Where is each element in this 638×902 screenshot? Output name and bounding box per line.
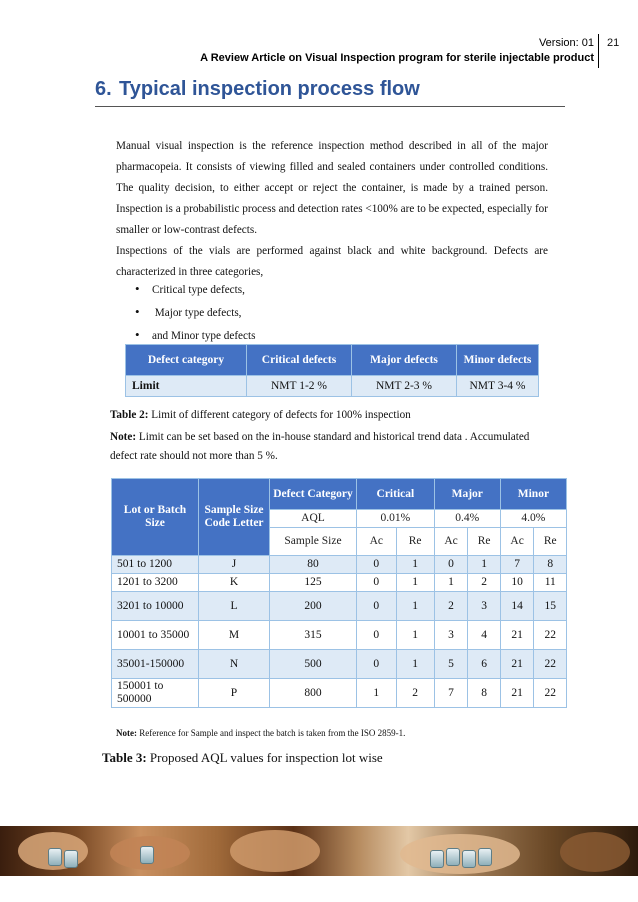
table-cell: 125 bbox=[270, 574, 357, 592]
table-header-cell: Re bbox=[396, 528, 434, 556]
table-cell: 10 bbox=[500, 574, 534, 592]
table-cell: 2 bbox=[434, 592, 468, 621]
table-cell: 501 to 1200 bbox=[112, 556, 199, 574]
table-cell: 1 bbox=[396, 650, 434, 679]
table-cell: 35001-150000 bbox=[112, 650, 199, 679]
section-number: 6. bbox=[95, 78, 112, 100]
table-cell: NMT 2-3 % bbox=[352, 376, 457, 397]
table-cell: 1201 to 3200 bbox=[112, 574, 199, 592]
table-header-cell: Ac bbox=[500, 528, 534, 556]
section-heading bbox=[95, 78, 565, 107]
vial-image bbox=[430, 850, 444, 868]
table-cell: 0 bbox=[357, 592, 397, 621]
list-item: • and Minor type defects bbox=[135, 324, 255, 347]
page-number: 21 bbox=[598, 34, 619, 68]
table-header-cell: Major defects bbox=[352, 345, 457, 376]
table3-caption: Table 3: Proposed AQL values for inspection lot wise bbox=[102, 750, 383, 765]
hand-image bbox=[230, 830, 320, 872]
vial-image bbox=[478, 848, 492, 866]
table-row bbox=[112, 556, 567, 574]
table-cell: 3201 to 10000 bbox=[112, 592, 199, 621]
table-cell: 6 bbox=[468, 650, 500, 679]
table-cell: P bbox=[199, 679, 270, 708]
table-row bbox=[126, 376, 539, 397]
table-header-cell: Ac bbox=[434, 528, 468, 556]
table3-footnote: Note: Reference for Sample and inspect the batch is taken from the ISO 2859-1. bbox=[116, 728, 406, 738]
table-row bbox=[112, 679, 567, 708]
table-cell: 3 bbox=[468, 592, 500, 621]
table-header-cell: Minor defects bbox=[457, 345, 539, 376]
vial-image bbox=[462, 850, 476, 868]
table-cell: 3 bbox=[434, 621, 468, 650]
table-cell: 4 bbox=[468, 621, 500, 650]
table-header-cell: Re bbox=[468, 528, 500, 556]
table-cell: 80 bbox=[270, 556, 357, 574]
table-cell: 21 bbox=[500, 621, 534, 650]
table-cell: 1 bbox=[396, 621, 434, 650]
note-paragraph: Note: Limit can be set based on the in-house standard and historical trend data . Accumulated defect rate should not more than 5 %. bbox=[110, 431, 530, 462]
defect-limit-table bbox=[125, 344, 539, 397]
body-text bbox=[116, 136, 548, 283]
second-paragraph: Inspections of the vials are performed against black and white background. Defects are characterized in three categories, bbox=[116, 245, 548, 278]
table-cell: 1 bbox=[357, 679, 397, 708]
table-cell: Limit bbox=[126, 376, 247, 397]
table-header-cell: Critical defects bbox=[247, 345, 352, 376]
table-header-cell: Defect category bbox=[126, 345, 247, 376]
table-cell: 1 bbox=[396, 592, 434, 621]
table-cell: N bbox=[199, 650, 270, 679]
vial-image bbox=[48, 848, 62, 866]
table-cell: NMT 1-2 % bbox=[247, 376, 352, 397]
table-header-cell: Sample Size Code Letter bbox=[199, 479, 270, 556]
list-item: • Critical type defects, bbox=[135, 278, 255, 301]
aql-table bbox=[111, 478, 567, 708]
table-cell: 11 bbox=[534, 574, 567, 592]
table-cell: 1 bbox=[468, 556, 500, 574]
table-cell: 21 bbox=[500, 679, 534, 708]
table-cell: 15 bbox=[534, 592, 567, 621]
hand-image bbox=[400, 834, 520, 874]
table-cell: 22 bbox=[534, 679, 567, 708]
table-cell: 14 bbox=[500, 592, 534, 621]
version-label: Version: 01 bbox=[538, 37, 594, 49]
hand-image bbox=[560, 832, 630, 872]
table-cell: L bbox=[199, 592, 270, 621]
intro-paragraph: Manual visual inspection is the reference inspection method described in all of the major pharmacopeia. It consists of viewing filled and sealed containers under controlled conditions. The quality decision, to either accept or reject the container, is made by a trained person. Inspection is a probabilistic process and detection rates <100% are to be expected, especially for smaller or low-contrast defects. bbox=[116, 140, 548, 236]
table-cell: 1 bbox=[434, 574, 468, 592]
table-cell: 4.0% bbox=[500, 510, 566, 528]
table-cell: NMT 3-4 % bbox=[457, 376, 539, 397]
table-header-cell: Sample Size bbox=[270, 528, 357, 556]
table-cell: 8 bbox=[534, 556, 567, 574]
table-cell: 0 bbox=[434, 556, 468, 574]
table-header-cell: Re bbox=[534, 528, 567, 556]
table-header-cell: AQL bbox=[270, 510, 357, 528]
table-header-cell: Defect Category bbox=[270, 479, 357, 510]
table-header-cell: Ac bbox=[357, 528, 397, 556]
table-cell: M bbox=[199, 621, 270, 650]
section-title: Typical inspection process flow bbox=[119, 78, 420, 100]
table-cell: 21 bbox=[500, 650, 534, 679]
table-cell: 2 bbox=[396, 679, 434, 708]
defect-type-list bbox=[135, 278, 255, 347]
table-cell: 8 bbox=[468, 679, 500, 708]
table-cell: 150001 to 500000 bbox=[112, 679, 199, 708]
table-cell: 1 bbox=[396, 574, 434, 592]
table-cell: 0 bbox=[357, 574, 397, 592]
table-cell: 7 bbox=[434, 679, 468, 708]
table-cell: 0 bbox=[357, 621, 397, 650]
table-cell: 5 bbox=[434, 650, 468, 679]
table-cell: 200 bbox=[270, 592, 357, 621]
table-header-cell: Major bbox=[434, 479, 500, 510]
table-cell: 500 bbox=[270, 650, 357, 679]
table2-caption: Table 2: Limit of different category of defects for 100% inspection bbox=[110, 409, 411, 421]
table-cell: 800 bbox=[270, 679, 357, 708]
vial-image bbox=[64, 850, 78, 868]
table-cell: 2 bbox=[468, 574, 500, 592]
table-cell: K bbox=[199, 574, 270, 592]
table-cell: 22 bbox=[534, 650, 567, 679]
vial-image bbox=[446, 848, 460, 866]
table-row bbox=[112, 592, 567, 621]
table-row bbox=[112, 650, 567, 679]
vial-image bbox=[140, 846, 154, 864]
table-cell: 315 bbox=[270, 621, 357, 650]
table-header-cell: Minor bbox=[500, 479, 566, 510]
table-cell: 7 bbox=[500, 556, 534, 574]
table-cell: 0 bbox=[357, 650, 397, 679]
table-cell: 0 bbox=[357, 556, 397, 574]
table-cell: 0.4% bbox=[434, 510, 500, 528]
running-header bbox=[200, 36, 594, 66]
running-title: A Review Article on Visual Inspection program for sterile injectable product bbox=[200, 52, 594, 64]
table-header-cell: Critical bbox=[357, 479, 435, 510]
list-item: • Major type defects, bbox=[135, 301, 255, 324]
table-row bbox=[112, 621, 567, 650]
table-cell: J bbox=[199, 556, 270, 574]
table-cell: 0.01% bbox=[357, 510, 435, 528]
footer-banner-image bbox=[0, 826, 638, 876]
table-row bbox=[112, 574, 567, 592]
table-cell: 1 bbox=[396, 556, 434, 574]
table-cell: 22 bbox=[534, 621, 567, 650]
table-header-cell: Lot or Batch Size bbox=[112, 479, 199, 556]
table-cell: 10001 to 35000 bbox=[112, 621, 199, 650]
